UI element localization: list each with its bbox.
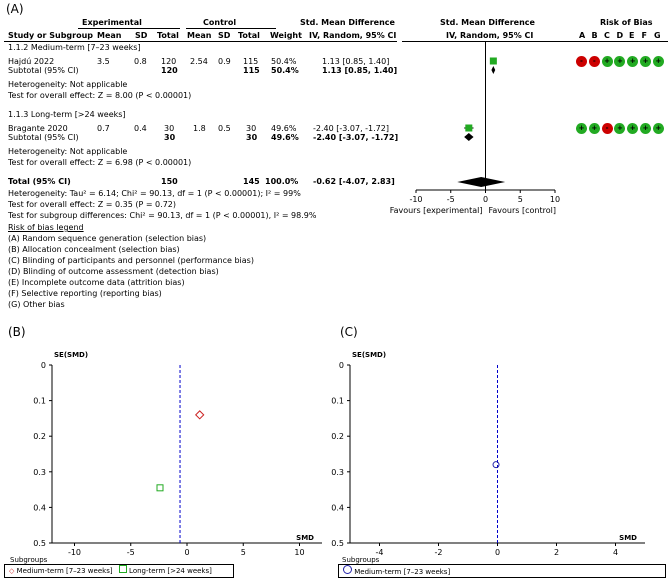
forest-tick-label: -5 xyxy=(446,195,455,204)
rob-letter: E xyxy=(629,31,635,40)
favours-right: Favours [control] xyxy=(488,206,556,215)
rob-circle: + xyxy=(627,56,638,67)
rob-legend-item: (C) Blinding of participants and personnel (performance bias) xyxy=(8,256,254,265)
subtotal-total-c: 30 xyxy=(246,133,258,142)
subtotal-total-c: 115 xyxy=(243,66,260,75)
panel-c-label: (C) xyxy=(340,325,358,339)
y-tick-label: 0.2 xyxy=(33,432,46,442)
rob-circle: + xyxy=(640,123,651,134)
funnel-c-legend xyxy=(338,564,666,578)
y-tick-label: 0.4 xyxy=(33,503,46,513)
y-tick-label: 0.5 xyxy=(331,539,344,548)
rob-circle: + xyxy=(576,123,587,134)
rob-legend-item: (B) Allocation concealment (selection bias) xyxy=(8,245,180,254)
group2-title: 1.1.3 Long-term [>24 weeks] xyxy=(8,110,126,119)
rob-letter: F xyxy=(641,31,647,40)
y-tick-label: 0.3 xyxy=(331,467,344,477)
rob-letter: D xyxy=(616,31,624,40)
study-total-e: 120 xyxy=(161,57,177,66)
rob-legend-item: (D) Blinding of outcome assessment (detection bias) xyxy=(8,267,219,276)
forest-tick-label: 5 xyxy=(517,195,523,204)
y-tick-label: 0 xyxy=(338,361,344,370)
rob-circle: + xyxy=(640,56,651,67)
header-smd-method: IV, Random, 95% CI xyxy=(309,31,397,40)
header-mean2: Mean xyxy=(187,31,212,40)
y-tick-label: 0.4 xyxy=(331,503,344,513)
header-experimental: Experimental xyxy=(82,18,142,27)
group1-title: 1.1.2 Medium-term [7–23 weeks] xyxy=(8,43,141,52)
rob-circle: + xyxy=(589,123,600,134)
x-tick-label: -10 xyxy=(67,548,82,557)
rob-legend-item: (F) Selective reporting (reporting bias) xyxy=(8,289,162,298)
y-tick-label: 0.2 xyxy=(331,432,344,442)
header-mean: Mean xyxy=(97,31,122,40)
forest-plot xyxy=(380,42,580,222)
x-tick-label: 5 xyxy=(240,548,246,557)
study-weight: 50.4% xyxy=(271,57,297,66)
rob-circle: - xyxy=(589,56,600,67)
rob-circle: + xyxy=(653,56,664,67)
rob-letter: A xyxy=(579,31,586,40)
header-rob: Risk of Bias xyxy=(600,18,653,27)
rob-legend-title: Risk of bias legend xyxy=(8,223,84,232)
x-tick-label: 4 xyxy=(612,548,619,557)
rob-letters xyxy=(579,31,669,41)
overall-effect-text: Test for overall effect: Z = 6.98 (P < 0.00001) xyxy=(8,158,192,167)
data-point-square xyxy=(157,485,163,491)
total-weight: 100.0% xyxy=(265,177,299,186)
study-total-c: 30 xyxy=(246,124,257,133)
y-axis-label: SE(SMD) xyxy=(54,351,89,359)
stats-overall: Test for overall effect: Z = 0.35 (P = 0.72) xyxy=(8,200,176,209)
legend-item: Medium-term [7–23 weeks] xyxy=(16,567,113,575)
square-icon xyxy=(119,565,127,573)
study-ci: -2.40 [-3.07, -1.72] xyxy=(313,124,389,133)
funnel-plot-b xyxy=(10,345,330,565)
header-smd-plot-method: IV, Random, 95% CI xyxy=(446,31,534,40)
forest-tick-label: 0 xyxy=(482,195,489,204)
subtotal-total-e: 30 xyxy=(164,133,176,142)
funnel-b-legend-title: Subgroups xyxy=(10,556,48,564)
x-tick-label: 0 xyxy=(494,548,501,557)
subtotal-ci: -2.40 [-3.07, -1.72] xyxy=(313,133,399,142)
study-mean-e: 3.5 xyxy=(97,57,110,66)
funnel-plot-c xyxy=(331,345,665,565)
subtotal-weight: 49.6% xyxy=(271,133,299,142)
study-sd-c: 0.9 xyxy=(218,57,231,66)
header-smd: Std. Mean Difference xyxy=(300,18,395,27)
x-tick-label: 10 xyxy=(294,548,305,557)
header-sd2: SD xyxy=(218,31,231,40)
x-tick-label: -2 xyxy=(434,548,443,557)
rob-legend-item: (A) Random sequence generation (selection bias) xyxy=(8,234,207,243)
forest-tick-label: 10 xyxy=(549,195,561,204)
study-square xyxy=(465,125,472,132)
y-axis-label: SE(SMD) xyxy=(352,351,387,359)
x-axis-label: SMD xyxy=(296,534,314,542)
favours-left: Favours [experimental] xyxy=(389,206,483,215)
rob-circle: + xyxy=(602,56,613,67)
total-label: Total (95% CI) xyxy=(8,177,71,186)
study-total-c: 115 xyxy=(243,57,259,66)
subtotal-total-e: 120 xyxy=(161,66,178,75)
stats-subgroup: Test for subgroup differences: Chi² = 90.13, df = 1 (P < 0.00001), I² = 98.9% xyxy=(8,211,317,220)
header-total2: Total xyxy=(238,31,260,40)
study-mean-c: 1.8 xyxy=(193,124,206,133)
rob-letter: G xyxy=(654,31,661,40)
rob-legend-item: (E) Incomplete outcome data (attrition bias) xyxy=(8,278,185,287)
data-point-diamond xyxy=(196,411,204,419)
diamond-icon: ◇ xyxy=(9,567,15,575)
study-weight: 49.6% xyxy=(271,124,297,133)
rob-circle: + xyxy=(614,56,625,67)
x-tick-label: 0 xyxy=(184,548,190,557)
data-point-circle xyxy=(493,462,499,468)
subtotal-label: Subtotal (95% CI) xyxy=(8,66,79,75)
x-tick-label: 2 xyxy=(553,548,560,557)
forest-tick-label: -10 xyxy=(409,195,423,204)
study-sd-e: 0.4 xyxy=(134,124,147,133)
funnel-c-legend-title: Subgroups xyxy=(342,556,380,564)
header-total: Total xyxy=(157,31,179,40)
header-control: Control xyxy=(203,18,237,27)
rob-legend-item: (G) Other bias xyxy=(8,300,65,309)
rob-circle: + xyxy=(614,123,625,134)
legend-item: Long-term [>24 weeks] xyxy=(129,567,212,575)
study-sd-e: 0.8 xyxy=(134,57,147,66)
subtotal-diamond xyxy=(464,133,473,141)
total-c: 145 xyxy=(243,177,260,186)
study-total-e: 30 xyxy=(164,124,175,133)
study-mean-e: 0.7 xyxy=(97,124,110,133)
subtotal-label: Subtotal (95% CI) xyxy=(8,133,79,142)
heterogeneity-text: Heterogeneity: Not applicable xyxy=(8,147,128,156)
header-smd-plot: Std. Mean Difference xyxy=(440,18,535,27)
rob-circle: + xyxy=(653,123,664,134)
panel-b-label: (B) xyxy=(8,325,26,339)
x-axis-label: SMD xyxy=(619,534,637,542)
study-square xyxy=(490,58,497,65)
subtotal-weight: 50.4% xyxy=(271,66,299,75)
study-sd-c: 0.5 xyxy=(218,124,231,133)
rob-circle: - xyxy=(576,56,587,67)
y-tick-label: 0.3 xyxy=(33,467,46,477)
header-study: Study or Subgroup xyxy=(8,31,94,40)
study-ci: 1.13 [0.85, 1.40] xyxy=(322,57,390,66)
total-diamond xyxy=(457,177,505,187)
study-name: Hajdú 2022 xyxy=(8,57,55,66)
rob-letter: C xyxy=(604,31,610,40)
total-ci: -0.62 [-4.07, 2.83] xyxy=(313,177,395,186)
header-weight: Weight xyxy=(270,31,302,40)
panel-a-label: (A) xyxy=(6,2,24,16)
y-tick-label: 0.5 xyxy=(33,539,46,548)
overall-effect-text: Test for overall effect: Z = 8.00 (P < 0.00001) xyxy=(8,91,192,100)
stats-heterogeneity: Heterogeneity: Tau² = 6.14; Chi² = 90.13, df = 1 (P < 0.00001); I² = 99% xyxy=(8,189,301,198)
rob-letter: B xyxy=(591,31,598,40)
y-tick-label: 0.1 xyxy=(33,396,46,406)
subtotal-diamond xyxy=(491,66,495,74)
rob-circle: - xyxy=(602,123,613,134)
rob-circle: + xyxy=(627,123,638,134)
y-tick-label: 0.1 xyxy=(331,396,344,406)
heterogeneity-text: Heterogeneity: Not applicable xyxy=(8,80,128,89)
circle-icon xyxy=(343,565,352,574)
x-tick-label: -5 xyxy=(126,548,135,557)
funnel-b-legend xyxy=(4,564,234,578)
study-mean-c: 2.54 xyxy=(190,57,208,66)
study-name: Bragante 2020 xyxy=(8,124,68,133)
y-tick-label: 0 xyxy=(40,361,46,370)
subtotal-ci: 1.13 [0.85, 1.40] xyxy=(322,66,398,75)
legend-item: Medium-term [7–23 weeks] xyxy=(354,568,451,576)
header-sd: SD xyxy=(135,31,148,40)
x-tick-label: -4 xyxy=(375,548,384,557)
total-e: 150 xyxy=(161,177,178,186)
